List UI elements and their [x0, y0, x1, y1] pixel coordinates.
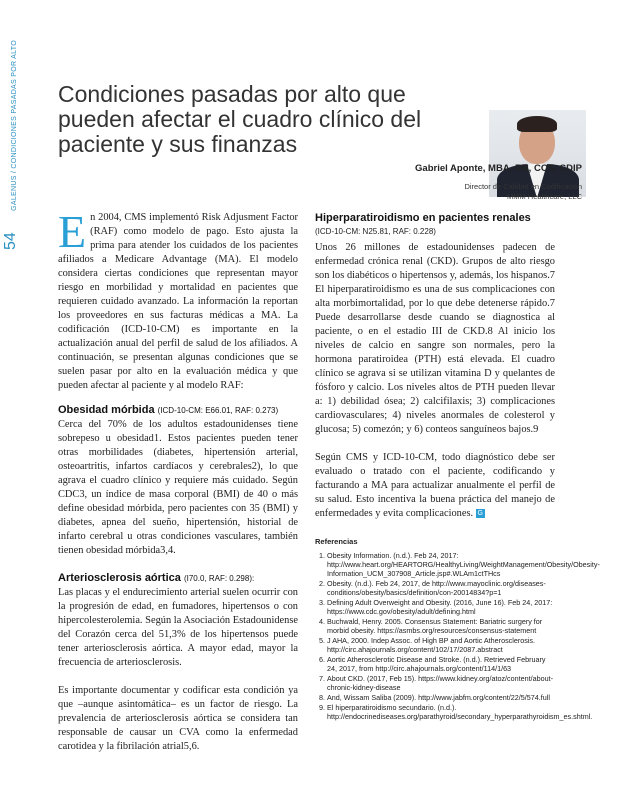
- drop-cap: E: [58, 206, 87, 257]
- references-title: Referencias: [315, 537, 358, 546]
- side-strip: 54 GALENUS / CONDICIONES PASADAS POR ALTO: [2, 40, 19, 250]
- intro-paragraph: En 2004, CMS implementó Risk Adjusment Factor (RAF) como modelo de pago. Esto ajusta la prima para atender los cuidados de los pacientes afiliados a Medicare Advantage (MA). El modelo considera ciertas condiciones que representan mayor riesgo en morbilidad y mortalidad en pacientes que requieren cuidado avanzado. La información la reportan los proveedores en sus facturas médicas a MA. La codificación (ICD-10-CM) es importante en la actualización anual del perfil de salud de los afiliados. A continuación, se presentan algunas condiciones que se suelen pasar por alto en la evaluación médica y que pueden afectar al paciente y al modelo RAF:: [58, 206, 298, 391]
- section-code: (ICD-10-CM: N25.81, RAF: 0.228): [315, 227, 436, 236]
- reference-item: 8. And, Wissam Saliba (2009). http://www.jabfm.org/content/22/5/574.full: [327, 693, 555, 702]
- section-heading-obesity: Obesidad mórbida (ICD-10-CM: E66.01, RAF: 0.273): [58, 404, 279, 416]
- hyperparathyroidism-paragraph: Unos 26 millones de estadounidenses padecen de enfermedad crónica renal (CKD). Grupos de alto riesgo son los diabéticos o hipertensos y, además, los hispanos.7 El hiperparatiroidismo es una de sus complicaciones con alta morbimortalidad, por lo que debe detenerse rápido.7 Puede desarrollarse desde cuando se diagnostica al paciente, o en el estadio III de CKD.8 Al inicio los niveles de calcio en sangre son normales, pero la hormona paratiroidea (PTH) está elevada. El cuadro clínico se agrava si se utilizan vitamina D y quelantes de fósforo y calcio. Los niveles altos de PTH pueden llevar a: 1) debilidad ósea; 2) calcifilaxis; 3) complicaciones cardiovasculares; 4) niveles anormales de colesterol y glucosa; 5) comezón; y 6) conteos sanguíneos bajos.9: [315, 242, 555, 435]
- references: [315, 535, 600, 721]
- closing-paragraph: Según CMS y ICD-10-CM, todo diagnóstico debe ser evaluado o tratado con el paciente, codificando y facturando a MA para actualizar anualmente el perfil de su salud. Esto incentiva la buena práctica del manejo de enfermedades y evita complicaciones. G: [315, 452, 555, 519]
- reference-item: 1. Obesity Information. (n.d.). Feb 24, 2017: http://www.heart.org/HEARTORG/HealthyLiving/WeightManagement/Obesity/Obesity-Information_UCM_307908_Article.jsp#.WLAm1ctTHcs: [327, 551, 555, 578]
- obesity-paragraph: Cerca del 70% de los adultos estadounidenses tiene sobrepeso u obesidad1. Estos pacientes pueden tener otras morbilidades (diabetes, hipertensión arterial, osteoartritis, infartos cardíacos y cerebrales2), lo que agrava el cuadro clínico y requiere más cuidado. Según CDC3, un índice de masa corporal (BMI) de 40 o más define obesidad mórbida, pero pacientes con 35 (BMI) y diabetes, apnea del sueño, hipertensión, historial de infarto cerebral u otras condiciones vasculares, también tienen obesidad mórbida3,4.: [58, 419, 298, 556]
- author-block: [415, 163, 582, 202]
- section-heading-arteriosclerosis: Arteriosclerosis aórtica (I70.0, RAF: 0.298):: [58, 572, 255, 584]
- end-mark-icon: G: [477, 510, 483, 518]
- reference-item: 5. J AHA, 2000. Indep Assoc. of High BP and Aortic Atherosclerosis. http://circ.ahajournals.org/content/102/17/2087.abstract: [327, 636, 555, 654]
- reference-item: 6. Aortic Atherosclerotic Disease and Stroke. (n.d.). Retrieved February 24, 2017, from http://circ.ahajournals.org/content/114/1/63: [327, 655, 555, 673]
- right-column: [315, 211, 600, 722]
- reference-item: 7. About CKD. (2017, Feb 15). https://www.kidney.org/atoz/content/about-chronic-kidney-disease: [327, 674, 555, 692]
- author-name: Gabriel Aponte, MBA, RN, CCS, CDIP: [415, 163, 582, 174]
- reference-item: 3. Defining Adult Overweight and Obesity. (2016, June 16). Feb 24, 2017: https://www.cdc.gov/obesity/adult/defining.html: [327, 598, 555, 616]
- reference-item: 2. Obesity. (n.d.). Feb 24, 2017, de http://www.mayoclinic.org/diseases-conditions/obesity/basics/definition/con-20014834?p=1: [327, 579, 555, 597]
- reference-item: 4. Buchwald, Henry. 2005. Consensus Statement: Bariatric surgery for morbid obesity. https://asmbs.org/resources/consensus-statement: [327, 617, 555, 635]
- section-heading-hyperparathyroidism: Hiperparatiroidismo en pacientes renales: [315, 212, 531, 224]
- left-column: [58, 206, 298, 754]
- arteriosclerosis-paragraph-2: Es importante documentar y codificar esta condición ya que –aunque asintomática– es un factor de riesgo. La prevalencia de arteriosclerosis aórtica se considera tan responsable de causar un CVA como la enfermedad carotidea y la fibrilación atrial5,6.: [58, 685, 298, 752]
- reference-item: 9. El hiperparatiroidismo secundario. (n.d.). http://endocrinediseases.org/parathyroid/secondary_hyperparathyroidism_es.shtml.: [327, 703, 555, 721]
- author-role: Director de Calidad en Codificación MMM Healthcare, LLC: [464, 182, 582, 201]
- arteriosclerosis-paragraph: Las placas y el endurecimiento arterial suelen ocurrir con la progresión de edad, en fumadores, hipertensos o con hipercolesterolemia. Según la Asociación Estadounidense del Corazón cerca del 51,3% de los hipertensos puede tener arteriosclerosis aórtica. A mayor edad, mayor la frecuencia de arteriosclerosis.: [58, 587, 298, 668]
- article-title: Condiciones pasadas por alto que pueden afectar el cuadro clínico del paciente y sus finanzas: [58, 81, 422, 157]
